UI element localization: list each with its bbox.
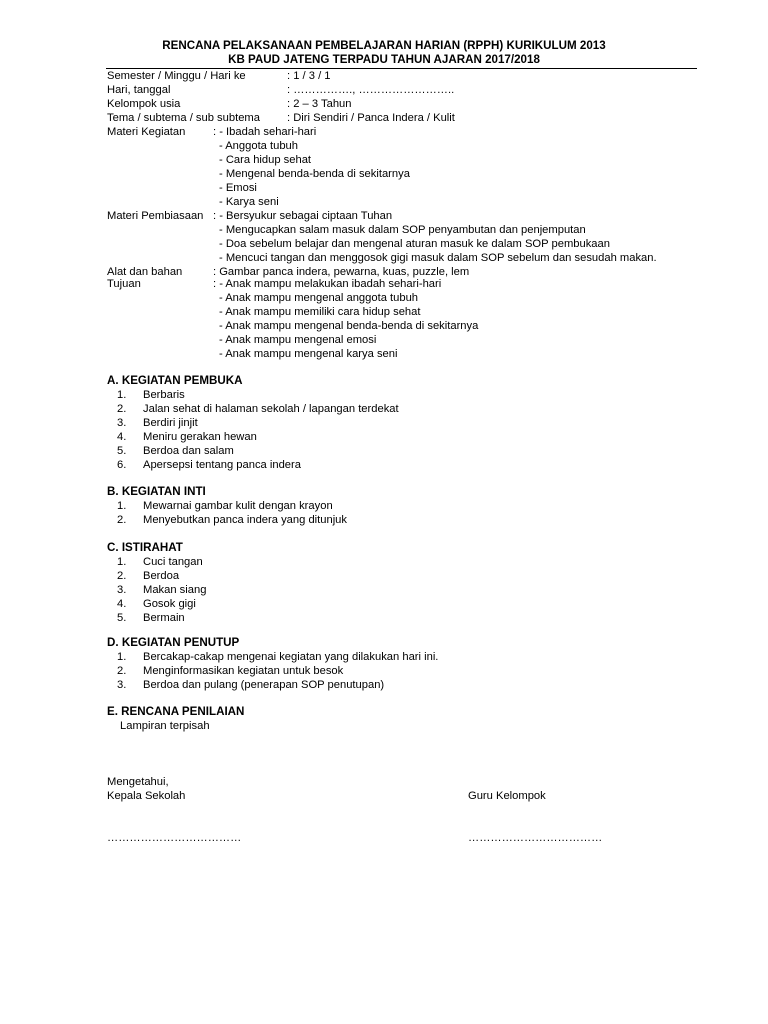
signature-line-kepala: ………………………………: [107, 832, 242, 844]
list-number: 2.: [117, 403, 127, 415]
hari-value: : ……………., ……………………..: [287, 84, 455, 96]
kelompok-label: Kelompok usia: [107, 98, 181, 110]
list-number: 4.: [117, 431, 127, 443]
pembiasaan-item: - Mengucapkan salam masuk dalam SOP penyambutan dan penjemputan: [219, 224, 586, 236]
list-item: Mewarnai gambar kulit dengan krayon: [143, 500, 333, 512]
list-number: 4.: [117, 598, 127, 610]
list-item: Berdoa dan pulang (penerapan SOP penutupan): [143, 679, 385, 691]
materi-item: - Karya seni: [219, 196, 279, 208]
hari-label: Hari, tanggal: [107, 84, 171, 96]
materi-item: - Cara hidup sehat: [219, 154, 312, 166]
tujuan-item: : - Anak mampu melakukan ibadah sehari-hari: [213, 278, 442, 290]
list-item: Menginformasikan kegiatan untuk besok: [143, 665, 344, 677]
mengetahui-text: Mengetahui,: [107, 776, 169, 788]
section-heading-penutup: D. KEGIATAN PENUTUP: [107, 636, 240, 649]
signature-line-guru: ………………………………: [468, 832, 603, 844]
section-heading-istirahat: C. ISTIRAHAT: [107, 541, 183, 554]
section-heading-inti: B. KEGIATAN INTI: [107, 485, 206, 498]
alat-label: Alat dan bahan: [107, 266, 183, 278]
list-number: 2.: [117, 514, 127, 526]
kelompok-value: : 2 – 3 Tahun: [287, 98, 352, 110]
semester-label: Semester / Minggu / Hari ke: [107, 70, 246, 82]
list-item: Jalan sehat di halaman sekolah / lapangan terdekat: [143, 403, 399, 415]
list-number: 2.: [117, 665, 127, 677]
penilaian-note: Lampiran terpisah: [120, 720, 210, 732]
list-number: 3.: [117, 679, 127, 691]
materi-item: - Anggota tubuh: [219, 140, 299, 152]
alat-value: : Gambar panca indera, pewarna, kuas, puzzle, lem: [213, 266, 470, 278]
materi-item: : - Ibadah sehari-hari: [213, 126, 317, 138]
list-number: 5.: [117, 445, 127, 457]
list-item: Berdiri jinjit: [143, 417, 198, 429]
list-item: Apersepsi tentang panca indera: [143, 459, 301, 471]
section-heading-pembuka: A. KEGIATAN PEMBUKA: [107, 374, 243, 387]
guru-kelompok-label: Guru Kelompok: [468, 790, 546, 802]
section-heading-penilaian: E. RENCANA PENILAIAN: [107, 705, 245, 718]
list-number: 1.: [117, 500, 127, 512]
list-number: 3.: [117, 584, 127, 596]
materi-item: - Emosi: [219, 182, 257, 194]
tujuan-item: - Anak mampu mengenal benda-benda di sekitarnya: [219, 320, 479, 332]
pembiasaan-label: Materi Pembiasaan: [107, 210, 204, 222]
list-number: 1.: [117, 389, 127, 401]
materi-label: Materi Kegiatan: [107, 126, 186, 138]
list-item: Berbaris: [143, 389, 185, 401]
tujuan-item: - Anak mampu mengenal anggota tubuh: [219, 292, 419, 304]
pembiasaan-item: - Mencuci tangan dan menggosok gigi masuk dalam SOP sebelum dan sesudah makan.: [219, 252, 657, 264]
list-item: Makan siang: [143, 584, 207, 596]
pembiasaan-item: - Doa sebelum belajar dan mengenal aturan masuk ke dalam SOP pembukaan: [219, 238, 610, 250]
materi-item: - Mengenal benda-benda di sekitarnya: [219, 168, 410, 180]
list-item: Cuci tangan: [143, 556, 203, 568]
tujuan-item: - Anak mampu mengenal emosi: [219, 334, 377, 346]
tujuan-item: - Anak mampu mengenal karya seni: [219, 348, 398, 360]
document-subtitle: KB PAUD JATENG TERPADU TAHUN AJARAN 2017/2018: [228, 53, 540, 66]
list-number: 1.: [117, 651, 127, 663]
list-item: Bermain: [143, 612, 185, 624]
pembiasaan-item: : - Bersyukur sebagai ciptaan Tuhan: [213, 210, 393, 222]
list-number: 2.: [117, 570, 127, 582]
list-item: Berdoa dan salam: [143, 445, 234, 457]
list-item: Menyebutkan panca indera yang ditunjuk: [143, 514, 348, 526]
tema-value: : Diri Sendiri / Panca Indera / Kulit: [287, 112, 455, 124]
list-item: Meniru gerakan hewan: [143, 431, 257, 443]
list-number: 5.: [117, 612, 127, 624]
kepala-sekolah-label: Kepala Sekolah: [107, 790, 186, 802]
list-number: 3.: [117, 417, 127, 429]
list-item: Berdoa: [143, 570, 180, 582]
list-number: 1.: [117, 556, 127, 568]
document-title: RENCANA PELAKSANAAN PEMBELAJARAN HARIAN (RPPH) KURIKULUM 2013: [162, 39, 606, 52]
list-number: 6.: [117, 459, 127, 471]
tema-label: Tema / subtema / sub subtema: [107, 112, 260, 124]
list-item: Gosok gigi: [143, 598, 196, 610]
list-item: Bercakap-cakap mengenai kegiatan yang dilakukan hari ini.: [143, 651, 439, 663]
semester-value: : 1 / 3 / 1: [287, 70, 331, 82]
tujuan-label: Tujuan: [107, 278, 141, 290]
tujuan-item: - Anak mampu memiliki cara hidup sehat: [219, 306, 421, 318]
